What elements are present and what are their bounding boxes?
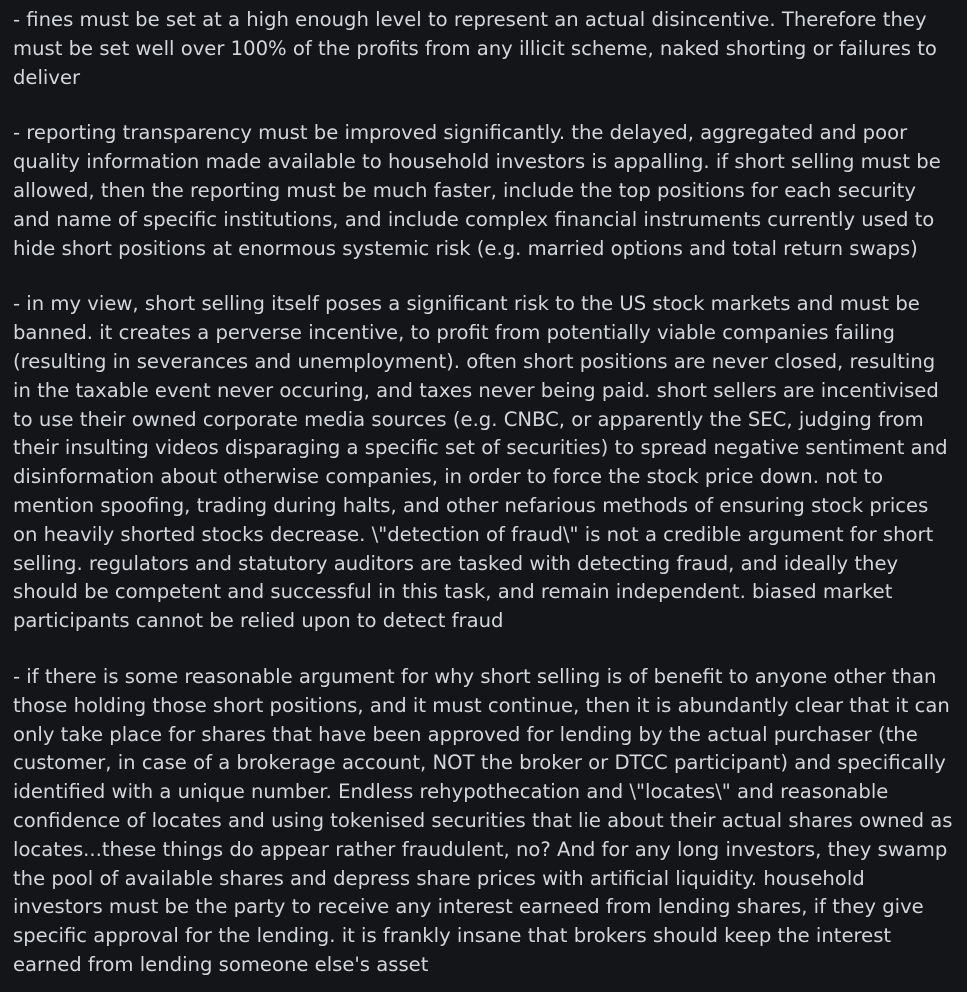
paragraph-short-selling-ban: - in my view, short selling itself poses a significant risk to the US stock markets and must be banned. it creates a perverse incentive, to profit from potentially viable companies failing (resulting in severances and unemployment). often short positions are never closed, resulting in the taxable event never occuring, and taxes never being paid. short sellers are incentivised to use their owned corporate media sources (e.g. CNBC, or apparently the SEC, judging from their insulting videos disparaging a specific set of securities) to spread negative sentiment and disinformation about otherwise companies, in order to force the stock price down. not to mention spoofing, trading during halts, and other nefarious methods of ensuring stock prices on heavily shorted stocks decrease. \"detection of fraud\" is not a credible argument for short selling. regulators and statutory auditors are tasked with detecting fraud, and ideally they should be competent and successful in this task, and remain independent. biased market participants cannot be relied upon to detect fraud (13, 292, 948, 633)
paragraph-reporting-transparency: - reporting transparency must be improved significantly. the delayed, aggregated and poor quality information made available to household investors is appalling. if short selling must be allowed, then the reporting must be much faster, include the top positions for each security and name of specific institutions, and include complex financial instruments currently used to hide short positions at enormous systemic risk (e.g. married options and total return swaps) (13, 121, 941, 260)
paragraph-fines: - fines must be set at a high enough level to represent an actual disincentive. Therefore they must be set well over 100% of the profits from any illicit scheme, naked shorting or failures to deliver (13, 8, 937, 89)
paragraph-lending-approval: - if there is some reasonable argument for why short selling is of benefit to anyone other than those holding those short positions, and it must continue, then it is abundantly clear that it can only take place for shares that have been approved for lending by the actual purchaser (the customer, in case of a brokerage account, NOT the broker or DTCC participant) and specifically identified with a unique number. Endless rehypothecation and \"locates\" and reasonable confidence of locates and using tokenised securities that lie about their actual shares owned as locates...these things do appear rather fraudulent, no? And for any long investors, they swamp the pool of available shares and depress share prices with artificial liquidity. household investors must be the party to receive any interest earneed from lending shares, if they give specific approval for the lending. it is frankly insane that brokers should keep the interest earned from lending someone else's asset (13, 664, 953, 976)
